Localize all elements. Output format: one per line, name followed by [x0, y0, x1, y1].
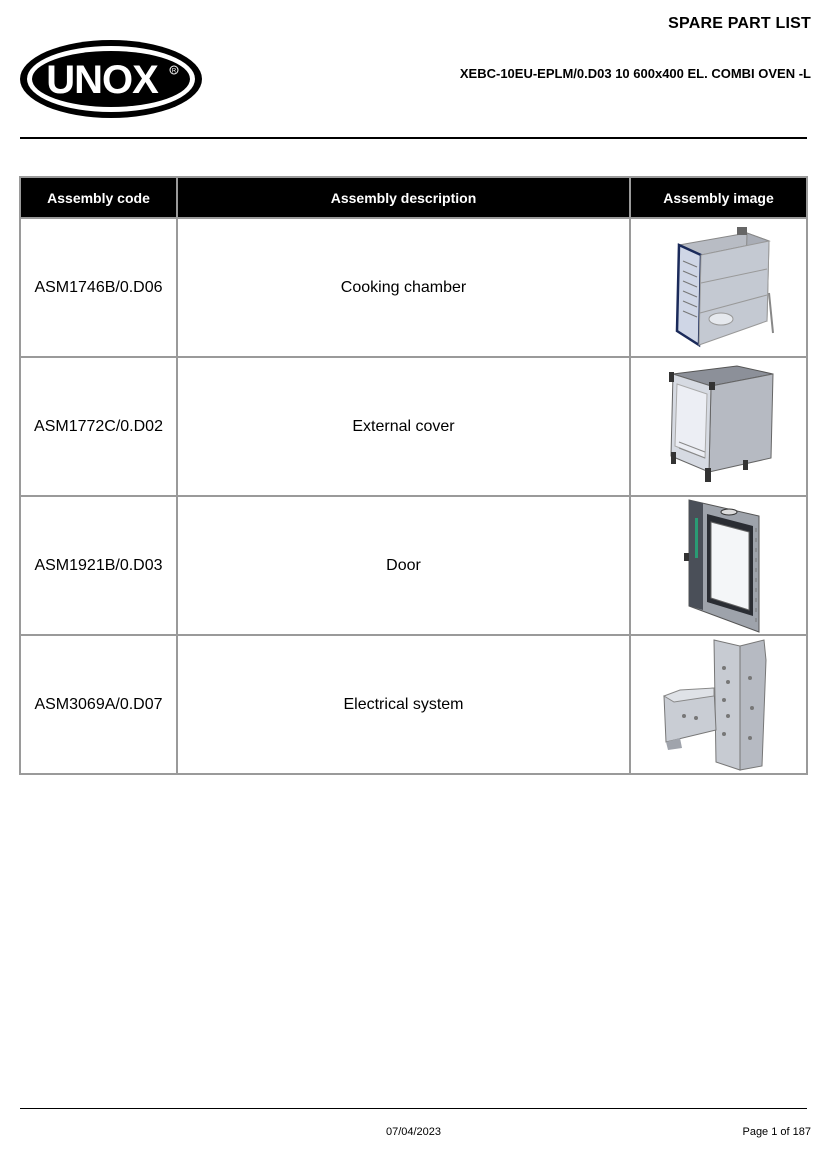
- table-header-row: [20, 177, 807, 218]
- assembly-table: [19, 176, 808, 775]
- assembly-code[interactable]: ASM1746B/0.D06: [20, 218, 177, 357]
- column-header-code: Assembly code: [20, 177, 177, 218]
- page-number: Page 1 of 187: [742, 1126, 811, 1138]
- table-row: [20, 496, 807, 635]
- external-cover-image[interactable]: [659, 362, 779, 492]
- cooking-chamber-image[interactable]: [659, 223, 779, 353]
- assembly-image-cell: [630, 357, 807, 496]
- assembly-code[interactable]: ASM1921B/0.D03: [20, 496, 177, 635]
- table-row: [20, 635, 807, 774]
- table-row: [20, 218, 807, 357]
- column-header-description: Assembly description: [177, 177, 630, 218]
- footer-date: 07/04/2023: [385, 1126, 442, 1138]
- door-image[interactable]: [659, 498, 779, 634]
- svg-text:UNOX: UNOX: [46, 58, 158, 102]
- header-divider: [20, 137, 807, 139]
- electrical-system-image[interactable]: [654, 638, 784, 772]
- column-header-image: Assembly image: [630, 177, 807, 218]
- assembly-description: Electrical system: [177, 635, 630, 774]
- table-row: [20, 357, 807, 496]
- assembly-code[interactable]: ASM3069A/0.D07: [20, 635, 177, 774]
- svg-text:R: R: [171, 68, 177, 75]
- footer-divider: [20, 1108, 807, 1109]
- assembly-description: External cover: [177, 357, 630, 496]
- assembly-image-cell: [630, 496, 807, 635]
- assembly-image-cell: [630, 218, 807, 357]
- document-subtitle: XEBC-10EU-EPLM/0.D03 10 600x400 EL. COMBI OVEN -L: [459, 66, 811, 81]
- unox-logo: [18, 38, 204, 120]
- assembly-image-cell: [630, 635, 807, 774]
- assembly-code[interactable]: ASM1772C/0.D02: [20, 357, 177, 496]
- document-title: SPARE PART LIST: [668, 15, 811, 32]
- assembly-description: Door: [177, 496, 630, 635]
- assembly-description: Cooking chamber: [177, 218, 630, 357]
